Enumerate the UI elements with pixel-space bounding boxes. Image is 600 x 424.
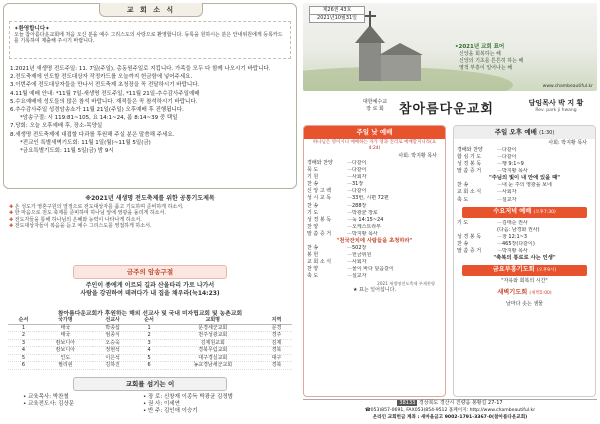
order-row: [454, 234, 595, 241]
order-value: 창 12:1~3: [502, 233, 528, 240]
order-row: [454, 227, 595, 234]
order-dash: —: [497, 147, 502, 153]
news-item: 4.11월 예배 안내: *11월 7일-새생명 전도주일, *11월 21일-추수감사주일예배: [10, 90, 200, 97]
table-cell: 경주: [261, 332, 292, 340]
sunday-morning-sermon: "천국잔치에 사람들을 초청하라": [336, 238, 413, 245]
order-row: [304, 217, 445, 224]
verse-line-1: 주인이 종에게 이르되 길과 산울타리 가로 나가서: [85, 282, 215, 289]
order-dash: —: [347, 160, 352, 166]
prayer-box: [3, 193, 297, 263]
sunday-morning-order: [304, 160, 445, 238]
missions-header-cell: 교회명: [165, 317, 262, 324]
contact: ☎053)857-0691, FAX053)854-9512 홈페이지: http://www.chambeautiful.kr: [364, 408, 536, 413]
table-row: [8, 354, 292, 362]
table-cell: 인도: [39, 354, 92, 362]
friday-theme: "자유와 회복의 시간": [501, 278, 548, 285]
order-label: 찬 송: [457, 182, 469, 189]
order-dash: —: [347, 252, 352, 259]
order-value: 다같이: [352, 188, 367, 195]
server-line: • 장 로: 신창재 이종득 박광균 김정범: [143, 394, 233, 400]
dawn-time: (새벽5:00): [529, 291, 552, 297]
dawn-title: 새벽기도회: [497, 289, 528, 297]
order-row: [304, 273, 445, 280]
news-item: *암송구절: 시 119:81~105, 요 14:1~24, 롬 8:14~39 중 택일: [20, 115, 178, 122]
order-label: 기 도: [457, 219, 469, 226]
order-value: 김태순 권사: [502, 219, 528, 226]
order-dash: —: [497, 240, 502, 247]
missions-header-cell: 지역: [261, 317, 292, 324]
order-value: 설교자: [502, 196, 517, 203]
order-value: 다같이: [352, 167, 367, 174]
order-value: 사회자: [352, 259, 367, 266]
sunday-evening-head: [454, 126, 595, 139]
order-value: 박지황 목사: [352, 230, 378, 237]
news-item: 2.전도축제에 인도할 전도대상자 작정카드를 오늘까지 헌금함에 넣어주세요.: [10, 74, 193, 81]
denomination-top: 대한예수교: [362, 99, 388, 105]
verse-line-2: 사람을 강권하여 데려다가 내 집을 채우라(눅14:23): [80, 290, 220, 297]
table-cell: 농교경남세군교회: [165, 362, 262, 370]
sunday-evening-leader: 사회: 박지황 목사: [548, 140, 587, 146]
order-dash: —: [347, 223, 352, 230]
table-cell: 김제원교회: [165, 339, 262, 347]
table-cell: 박종섭: [92, 324, 134, 332]
table-cell: 5: [8, 354, 39, 362]
sunday-morning-order-2: [304, 245, 445, 280]
wednesday-time: (오후7:30): [533, 209, 556, 215]
servers-col-2: [143, 394, 293, 415]
servers-title: 교회를 섬기는 이: [73, 377, 227, 391]
table-cell: 4: [134, 347, 165, 355]
order-row: [454, 220, 595, 227]
missions-header-cell: 선교사: [92, 317, 134, 324]
table-cell: 2: [134, 332, 165, 340]
order-label: 묵 도: [307, 167, 319, 174]
order-value: 288장: [352, 202, 367, 209]
order-dash: —: [347, 216, 352, 223]
bullet-icon: ✚: [9, 204, 15, 210]
bullet-icon: ✚: [9, 216, 15, 223]
order-label: 찬 양: [307, 266, 319, 273]
church-news-box: [3, 3, 297, 189]
news-item: *전교인 특별새벽기도회: 11월 1일(월)~11월 5일(금): [20, 139, 151, 146]
order-dash: —: [347, 245, 352, 252]
table-cell: 경북: [261, 362, 292, 370]
table-cell: 필리핀: [39, 362, 92, 370]
order-value: 오케스트라부: [352, 223, 381, 230]
bullet-icon: ✚: [9, 223, 15, 230]
order-dash: —: [347, 209, 352, 216]
table-cell: 문경: [261, 324, 292, 332]
order-value: 내 눈 주의 영광을 보네: [502, 182, 552, 189]
table-cell: 김하진: [92, 362, 134, 370]
bank-account: 온라인 교회헌금 계좌 : 새마을금고 9002-1791-3367-0(참아름다운교회): [372, 415, 528, 420]
order-dash: —: [347, 188, 352, 195]
table-row: [8, 332, 292, 340]
order-row: [454, 197, 595, 204]
table-cell: 태국: [39, 332, 92, 340]
table-row: [8, 324, 292, 332]
sunday-morning-leader: 사회: 박지황 목사: [398, 153, 437, 159]
table-row: [8, 347, 292, 355]
order-row: [304, 174, 445, 181]
issue-box: [309, 6, 365, 23]
dawn-head: [462, 288, 587, 299]
sunday-evening-sermon: "주님의 빛이 내 안에 있을 때": [488, 175, 561, 182]
wednesday-title: 수요저녁 예배: [493, 207, 532, 215]
server-line: • 반 주: 김인애 이승기: [143, 408, 198, 414]
order-row: [304, 245, 445, 252]
table-cell: 정현석: [92, 347, 134, 355]
prayer-text: 전도대상자들이 복음을 듣고 예수 그리스도를 영접하게 하소서.: [14, 223, 152, 230]
table-cell: 6: [134, 362, 165, 370]
order-row: [454, 189, 595, 196]
motto-box: [455, 43, 591, 72]
order-dash: —: [497, 154, 502, 161]
sunday-evening-order-2: [454, 182, 595, 203]
order-row: [304, 224, 445, 231]
prayer-item: [9, 223, 291, 229]
order-label: 봉 헌: [307, 252, 319, 259]
order-dash: —: [497, 233, 502, 240]
news-item: 1.2021년 새생명 전도주일: 11. 7일(주일), 총동원주일로 지킵니다. 가족들 모두 다 함께 나오시기 바랍니다.: [10, 66, 271, 72]
table-row: [8, 339, 292, 347]
order-label: [457, 227, 497, 234]
stand-note: ★ 표는 일어섭니다.: [352, 286, 397, 293]
table-cell: 2: [8, 332, 39, 340]
order-value: 박지황 목사: [502, 248, 528, 255]
order-value: 다같이: [502, 154, 517, 161]
table-cell: 3: [8, 339, 39, 347]
table-cell: 문경세군교회: [165, 324, 262, 332]
motto-title: •2021년 교회 표어: [455, 44, 505, 50]
table-cell: 태국: [39, 324, 92, 332]
order-label: 경배와 찬양: [457, 147, 483, 153]
order-dash: —: [347, 273, 352, 280]
table-cell: 이은석: [92, 354, 134, 362]
order-label: 찬 송: [307, 245, 319, 252]
order-value: 설교자: [352, 273, 367, 280]
order-dash: —: [347, 259, 352, 266]
order-label: 찬 송: [307, 181, 319, 188]
table-cell: 오승욱: [92, 339, 134, 347]
table-cell: 5: [134, 354, 165, 362]
server-line: • 교육전도사: 김상문: [23, 401, 75, 407]
order-label: 성 경 봉 독: [457, 233, 482, 240]
missions-box: [3, 308, 297, 376]
prayer-text: 온 성도가 영혼구원의 열정으로 전도대상자를 품고 기도하며 준비하게 하소서.: [14, 204, 184, 210]
order-label: 교 회 소 식: [457, 189, 482, 196]
order-row: [304, 210, 445, 217]
address: 경상북도 경산시 진량읍 봉황길 27-17: [418, 400, 503, 406]
order-value: 33번, 시편 72편: [352, 195, 389, 202]
order-dash: —: [497, 168, 502, 175]
order-dash: —: [347, 195, 352, 202]
missions-title: 참아름다운교회가 후원하는 해외 선교사 및 국내 미자립교회 및 농촌교회: [57, 311, 243, 317]
table-cell: 엄종식: [92, 332, 134, 340]
order-row: [304, 259, 445, 266]
order-dash: —: [497, 161, 502, 168]
wednesday-sermon: "축복의 통로로 사는 인생": [493, 255, 556, 262]
order-value: 헌금위원: [352, 252, 372, 259]
prayer-text: 전도자들을 통해 하나님의 은혜와 능력이 나타나게 하소서.: [14, 216, 142, 223]
order-dash: —: [347, 202, 352, 209]
order-value: 502장: [352, 245, 367, 252]
table-cell: 1: [8, 324, 39, 332]
order-dash: —: [497, 248, 502, 255]
pastor-name-en: Rev. park ji hwang: [535, 108, 577, 113]
order-label: 합 심 기 도: [457, 154, 482, 161]
order-row: [304, 195, 445, 202]
table-row: [8, 362, 292, 370]
table-cell: 대구경실교회: [165, 354, 262, 362]
order-dash: —: [347, 266, 352, 273]
table-cell: 경북무림교회: [165, 347, 262, 355]
bullet-icon: ✚: [9, 210, 15, 217]
table-cell: 캄보디아: [39, 339, 92, 347]
order-label: 성 경 봉 독: [307, 216, 332, 223]
issue-date: 2021년10월31일: [310, 14, 364, 22]
banner-url[interactable]: www.chambeautiful.kr: [542, 84, 593, 89]
denomination: [355, 99, 395, 113]
order-value: 행 9:1~9: [502, 161, 524, 168]
verse-text: [3, 282, 297, 298]
wednesday-head: [462, 207, 587, 218]
right-services: [453, 125, 596, 397]
order-dash: —: [347, 167, 352, 174]
table-cell: 경북: [261, 347, 292, 355]
missions-table: [8, 317, 292, 370]
verse-title: 금주의 암송구절: [73, 265, 227, 279]
order-label: 성 시 교 독: [307, 195, 332, 202]
order-value: 다같이: [502, 147, 517, 153]
order-label: 말 씀 증 거: [457, 248, 482, 255]
banner: [303, 3, 597, 91]
sunday-morning-title: 주일 낮 예배: [304, 126, 445, 139]
news-item: 7.당회: 오늘 오후예배 후, 장소-목양실: [10, 123, 103, 130]
welcome-text: 오늘 참아름다운교회에 처음 오신 분을 예수 그리스도의 사랑으로 환영합니다. 등록을 원하시는 분은 안내위원에게 등록카드를 기록하여 제출해 주시기 바랍니다.: [14, 32, 283, 45]
order-label: 기 원: [307, 174, 319, 181]
order-label: 말 씀 증 거: [307, 230, 332, 237]
sunday-evening-time: (1:30): [539, 130, 555, 136]
order-row: [304, 160, 445, 167]
friday-title: 금요부흥기도회: [492, 266, 535, 274]
sunday-evening-title: 주일 오후 예배: [494, 128, 537, 136]
right-column: [303, 3, 597, 421]
order-value: 눅 14:15~24: [352, 216, 384, 223]
table-cell: 3: [134, 339, 165, 347]
order-value: 31장: [352, 181, 364, 188]
dawn-note: 날마다 솟는 샘물: [506, 301, 543, 308]
friday-head: [462, 265, 587, 276]
order-label: 기 도: [307, 209, 319, 216]
order-label: 신 앙 고 백: [307, 188, 332, 195]
table-cell: 캄보디아: [39, 347, 92, 355]
order-value: 박지황 목사: [502, 168, 528, 175]
left-column: [3, 3, 297, 421]
order-label: 축 도: [457, 196, 469, 203]
footer: [303, 399, 597, 421]
order-value: 사회자: [502, 189, 517, 196]
welcome-title: ✦환영합니다✦: [14, 26, 50, 32]
order-label: 찬 송: [307, 202, 319, 209]
order-value: 다같이: [352, 160, 367, 166]
table-cell: 김제: [261, 339, 292, 347]
sunday-evening-order: [454, 147, 595, 175]
prayer-list: [3, 204, 297, 230]
order-dash: —: [497, 182, 502, 189]
news-item: 8.새생명 전도축제에 대접할 다과를 후원해 주실 분은 말씀해 주세요.: [10, 131, 175, 138]
server-line: • 교육목사: 박찬철: [23, 394, 69, 400]
church-name: 참아름다운교회: [399, 102, 494, 117]
order-label: 찬 양: [307, 223, 319, 230]
order-row: [304, 266, 445, 273]
friday-time: (오후9시): [536, 268, 557, 274]
order-label: 성 경 봉 독: [457, 161, 482, 168]
missions-header-cell: 순서: [134, 317, 165, 324]
footer-address-line: [303, 400, 597, 407]
table-cell: 4: [8, 347, 39, 355]
prayer-text: 한 마음으로 전도 축제를 준비하며 하나님 앞에 영광을 돌리게 하소서.: [14, 210, 166, 217]
order-value: 사회자: [352, 174, 367, 181]
church-news-title: 교 회 소 식: [99, 3, 203, 17]
pastor-box: [517, 98, 595, 114]
order-value: 물이 바다 덮음같이: [352, 266, 394, 273]
order-label: 축 도: [307, 273, 319, 280]
table-cell: 6: [8, 362, 39, 370]
news-item: 3.이번주에 전도대상자들을 만나서 전도축제 초청장을 꼭 전달하시기 바랍니다.: [10, 82, 200, 89]
order-row: [304, 167, 445, 174]
news-item: 6.추수감사주일 성경암송쇼가 11월 21일(주일) 오후예배 후 진행됩니다.: [10, 106, 184, 113]
news-item: *금요특별기도회: 11월 5일(금) 밤 9시: [20, 147, 114, 154]
wednesday-order: [454, 220, 595, 255]
order-value: 465장(다같이): [502, 240, 535, 247]
table-cell: 1: [134, 324, 165, 332]
news-list: [10, 66, 292, 156]
order-dash: —: [497, 196, 502, 203]
prayer-title: ※2021년 새생명 전도축제를 위한 공통기도제목: [85, 195, 215, 202]
order-dash: —: [347, 174, 352, 181]
order-dash: —: [497, 189, 502, 196]
special-song-note: 2021 새생명전도축제 주제찬양: [377, 280, 435, 286]
order-dash: —: [347, 230, 352, 237]
table-cell: 천주성광교회: [165, 332, 262, 340]
issue-number: 제26권 43호: [322, 7, 352, 13]
order-label: 찬 송: [457, 240, 469, 247]
welcome-box: [9, 21, 291, 59]
order-value: 박광균 장로: [352, 209, 378, 216]
postal-code: 38133: [399, 400, 416, 406]
servers-box: [3, 377, 297, 421]
verse-box: [3, 265, 297, 307]
church-header: [303, 95, 597, 121]
order-dash: —: [347, 181, 352, 188]
pastor-name: 담임목사 박 지 황: [528, 99, 584, 107]
missions-header-cell: 순서: [8, 317, 39, 324]
order-row: [304, 231, 445, 238]
missions-header-cell: 국가명: [39, 317, 92, 324]
table-cell: 대구: [261, 354, 292, 362]
order-label: 교 회 소 식: [307, 259, 332, 266]
denomination-bottom: 장 로 회: [366, 106, 384, 112]
order-row: [454, 241, 595, 248]
sunday-morning-worship: [303, 125, 446, 397]
order-row: [304, 203, 445, 210]
order-dash: —: [497, 219, 502, 226]
order-label: 경배와 찬양: [307, 160, 333, 166]
order-value: (다음: 남경화 권사): [497, 226, 540, 233]
motto-text: 신앙을 회복하는 해 신앙의 기초를 튼튼히 하는 해 영적 부흥이 일어나는 해: [459, 51, 524, 71]
sunday-morning-note: 하나님은 영이시니 예배하는 자가 영과 진리로 예배할지니라(요4:24): [312, 140, 437, 151]
servers-col-1: [23, 394, 123, 408]
news-item: 5.수요예배에 성도들의 많은 참석 바랍니다. 재적들은 꼭 참석하시기 바랍니다.: [10, 98, 198, 105]
order-label: 말 씀 증 거: [457, 168, 482, 175]
server-line: • 권 사: 이세연: [143, 401, 180, 407]
